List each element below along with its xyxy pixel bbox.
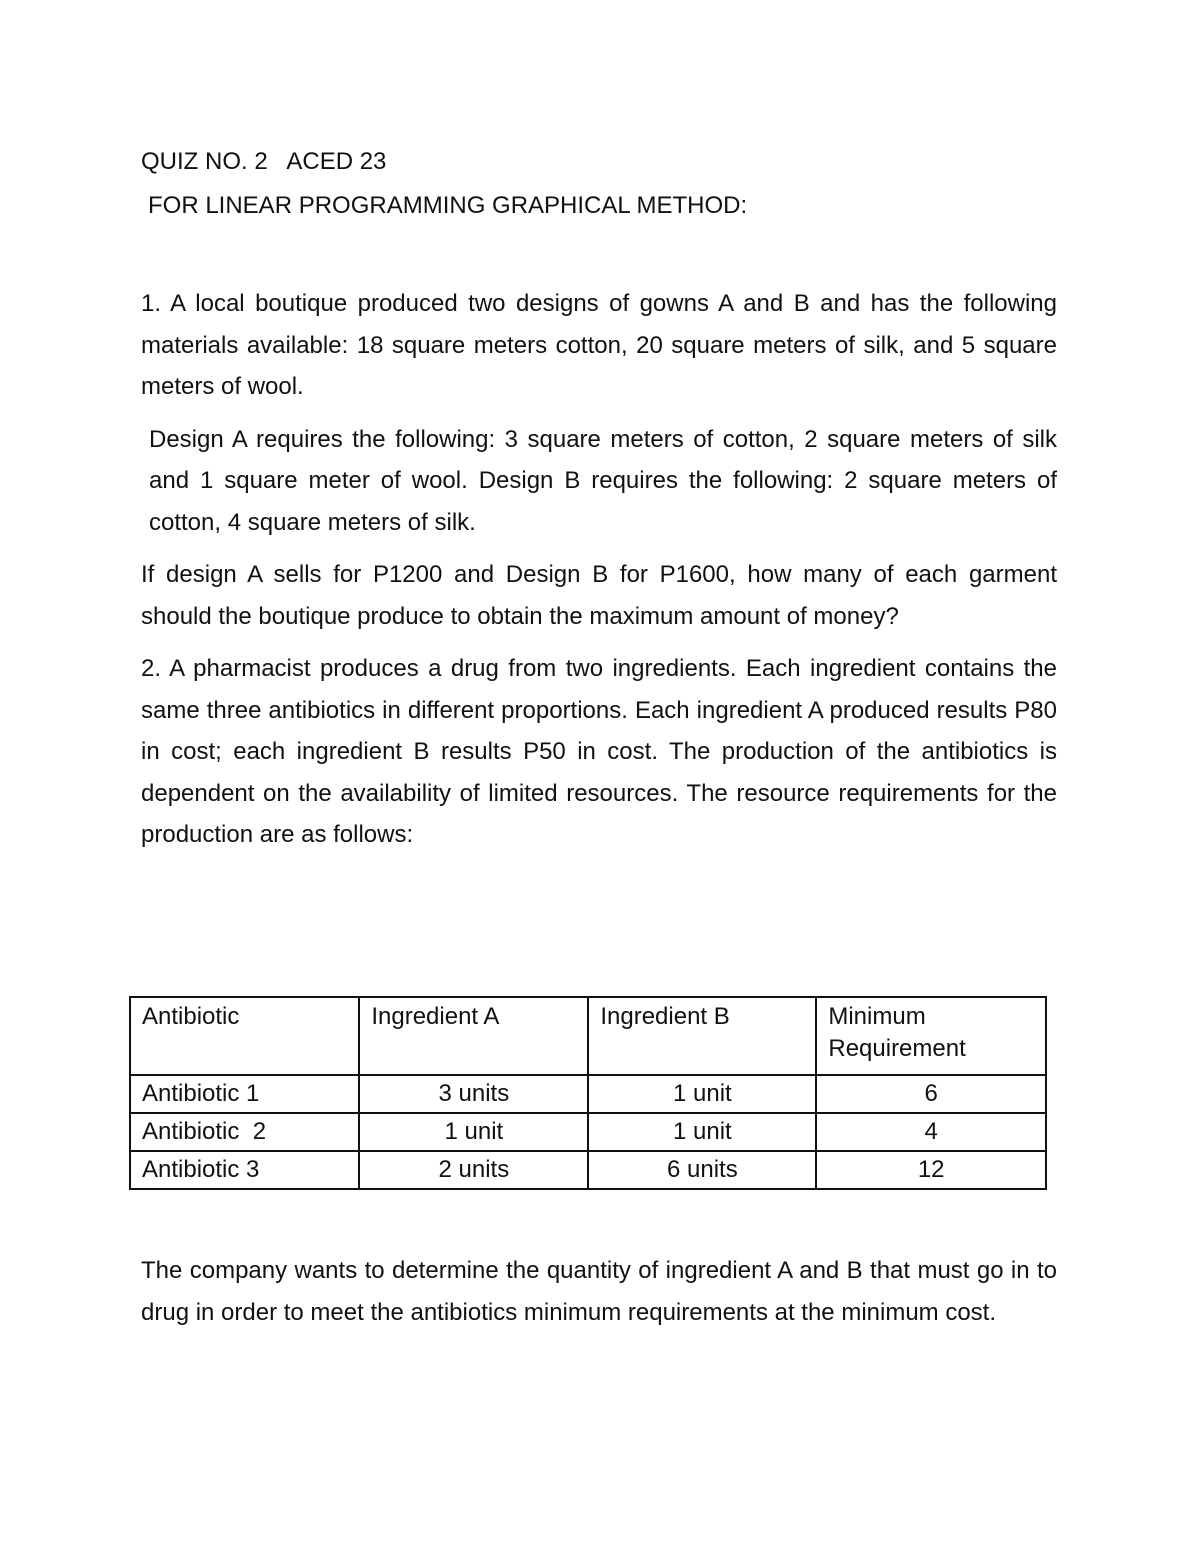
table-header-cell: Ingredient B <box>588 997 816 1075</box>
table-cell: 1 unit <box>588 1075 816 1113</box>
table-cell: 3 units <box>359 1075 588 1113</box>
table-header-row <box>130 997 1046 1075</box>
problem-2-intro: 2. A pharmacist produces a drug from two ingredients. Each ingredient contains the same three antibiotics in different proportions. Each ingredient A produced results P80 in cost; each ingredient B results P50 in cost. The production of the antibiotics is dependent on the availability of limited resources. The resource requirements for the production are as follows: <box>141 655 1057 848</box>
table-row <box>130 1151 1046 1189</box>
table-cell: 1 unit <box>588 1113 816 1151</box>
table-header-cell: Antibiotic <box>130 997 359 1075</box>
table-cell: 6 <box>816 1075 1046 1113</box>
table-cell: 12 <box>816 1151 1046 1189</box>
table-header-cell: Ingredient A <box>359 997 588 1075</box>
problem-1-intro: 1. A local boutique produced two designs of gowns A and B and has the following materials available: 18 square meters cotton, 20 square meters of silk, and 5 square meters of wool. <box>141 290 1057 400</box>
antibiotic-requirements-table <box>129 996 1047 1190</box>
quiz-title: QUIZ NO. 2 ACED 23 <box>141 148 387 175</box>
problem-2-conclusion-block <box>141 1250 1057 1333</box>
problem-1-question: If design A sells for P1200 and Design B for P1600, how many of each garment should the boutique produce to obtain the maximum amount of money? <box>141 561 1057 630</box>
table-cell: 6 units <box>588 1151 816 1189</box>
table-header-cell: Minimum Requirement <box>816 997 1046 1075</box>
quiz-subtitle: FOR LINEAR PROGRAMMING GRAPHICAL METHOD: <box>148 192 748 219</box>
table-cell: 2 units <box>359 1151 588 1189</box>
problem-1-requirements: Design A requires the following: 3 square meters of cotton, 2 square meters of silk and 1 square meter of wool. Design B requires the following: 2 square meters of cotton, 4 square meters of silk. <box>149 425 1057 536</box>
table-cell: Antibiotic 1 <box>130 1075 359 1113</box>
table-cell: Antibiotic 2 <box>130 1113 359 1151</box>
table-cell: 4 <box>816 1113 1046 1151</box>
problem-2-question: The company wants to determine the quantity of ingredient A and B that must go in to drug in order to meet the antibiotics minimum requirements at the minimum cost. <box>141 1257 1057 1326</box>
table-cell: 1 unit <box>359 1113 588 1151</box>
table-cell: Antibiotic 3 <box>130 1151 359 1189</box>
table-row <box>130 1113 1046 1151</box>
document-body <box>141 140 1057 856</box>
table-row <box>130 1075 1046 1113</box>
